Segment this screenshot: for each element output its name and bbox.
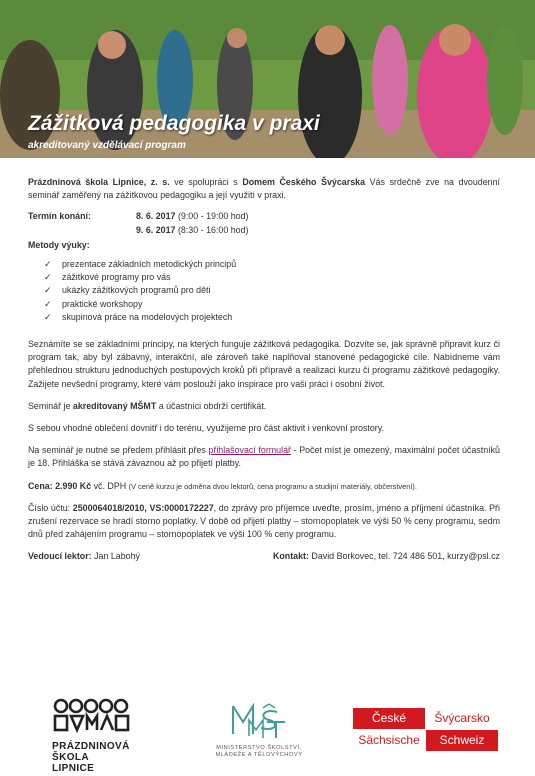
- contact-value: David Borkovec, tel. 724 486 501, kurzy@psl.cz: [308, 551, 500, 562]
- intro-text: Vás srdečně zve na dvoudenní seminář zaměřený na zážitkovou pedagogiku a její využití v praxi.: [28, 177, 500, 201]
- price-note: (V ceně kurzu je odměna dvou lektorů, cena programu a studijní materiály, občerstvení).: [128, 481, 417, 491]
- time-value: (9:00 - 19:00 hod): [175, 211, 249, 222]
- ceske-svycarsko-logo: [353, 708, 498, 752]
- logos-footer: [0, 688, 535, 776]
- checkmark-icon: ✓: [44, 259, 52, 270]
- methods-label: Metody výuky:: [28, 239, 90, 250]
- org-name: Prázdninová škola Lipnice, z. s.: [28, 177, 170, 187]
- list-item-text: ukázky zážitkových programů pro děti: [62, 285, 211, 296]
- term-row: [28, 224, 500, 237]
- contact-label: Kontakt:: [272, 551, 309, 562]
- msmt-line: MLÁDEŽE A TĚLOVÝCHOVY: [215, 752, 303, 758]
- term-date-2: [136, 224, 249, 237]
- accreditation-text: Seminář je: [28, 400, 73, 411]
- lecturer-name: Jan Labohý: [91, 551, 140, 562]
- payment-text: Číslo účtu:: [28, 502, 73, 513]
- cs-cell-svycarsko: Švýcarsko: [426, 708, 498, 729]
- term-date-1: [136, 210, 249, 223]
- price-vat: vč. DPH: [91, 480, 129, 491]
- list-item-text: skupinová práce na modelových projektech: [62, 311, 233, 322]
- checkmark-icon: ✓: [44, 311, 52, 322]
- contacts-row: [28, 550, 500, 563]
- methods-list: [28, 258, 500, 324]
- payment-account: 2500064018/2010, VS:0000172227: [72, 502, 214, 513]
- list-item: [44, 298, 500, 311]
- checkmark-icon: ✓: [44, 285, 52, 296]
- list-item: [44, 258, 500, 271]
- price-label: Cena: 2.990 Kč: [28, 480, 92, 491]
- checkmark-icon: ✓: [44, 272, 52, 283]
- intro-paragraph: [28, 176, 500, 202]
- lecturer: [28, 550, 140, 563]
- list-item: [44, 284, 500, 297]
- registration-form-link[interactable]: přihlašovací formulář: [208, 445, 291, 456]
- date-value: 9. 6. 2017: [136, 224, 176, 235]
- payment-paragraph: [28, 502, 500, 542]
- msmt-logo: [200, 700, 318, 759]
- list-item-text: zážitkové programy pro vás: [62, 272, 171, 283]
- accreditation-paragraph: [28, 400, 500, 413]
- accreditation-bold: akreditovaný MŠMT: [72, 400, 157, 411]
- accreditation-text: a účastníci obdrží certifikát.: [156, 400, 267, 411]
- description-paragraph: Seznámíte se se základními principy, na kterých funguje zážitková pedagogika. Dozvíte se, jak správně připravit kurz či program tak, aby byl zábavný, interakční, ale zároveň také naplňoval stanovené pedagogické cíle. Nabídneme vám přehlednou strukturu jednoduchých postupových kroků při přípravě a realizaci kurzu či programu zážitkové pedagogiky. Zažijete nevšední programy, které vám poslouží jako inspirace pro vaši práci i osobní život.: [28, 339, 500, 389]
- list-item: [44, 271, 500, 284]
- psl-logo-icon: [52, 698, 132, 734]
- list-item: [44, 311, 500, 324]
- registration-text: Na seminář je nutné se předem přihlásit přes: [28, 445, 209, 456]
- price-paragraph: [28, 480, 500, 493]
- psl-line: PRÁZDNINOVÁ: [52, 741, 130, 752]
- payment-text: , do zprávy pro příjemce uveďte, prosím, jméno a příjmení účastníka. Při zrušení rezervace se hradí storno poplatky. V době od přijetí platby – stornopoplatek ve výši 50 % ceny programu, sedm dnů před zahájením programu – stornopoplatek ve výši 100 % ceny programu.: [28, 502, 500, 540]
- date-value: 8. 6. 2017: [136, 211, 176, 222]
- page-subtitle: akreditovaný vzdělávací program: [28, 140, 186, 151]
- psl-logo: [52, 698, 132, 774]
- cs-cell-ceske: České: [353, 708, 425, 729]
- msmt-logo-icon: [229, 700, 289, 740]
- hero-photo: [0, 0, 535, 158]
- registration-text: - Počet míst je omezený, maximální počet účastníků je 18. Přihláška se stává závaznou až po přijetí platby.: [28, 445, 500, 469]
- time-value: (8:30 - 16:00 hod): [175, 224, 249, 235]
- msmt-line: MINISTERSTVO ŠKOLSTVÍ,: [216, 745, 302, 751]
- msmt-logo-text: [200, 745, 318, 759]
- lecturer-label: Vedoucí lektor:: [28, 551, 92, 562]
- list-item-text: praktické workshopy: [62, 298, 143, 309]
- term-label: Termín konání:: [28, 211, 91, 222]
- term-row: [28, 210, 500, 223]
- checkmark-icon: ✓: [44, 298, 52, 309]
- partner-name: Domem Českého Švýcarska: [242, 177, 366, 187]
- main-content: [28, 176, 500, 564]
- intro-text: ve spolupráci s: [169, 177, 243, 187]
- psl-line: ŠKOLA LIPNICE: [52, 752, 95, 774]
- clothing-paragraph: S sebou vhodné oblečení dovnitř i do terénu, využijeme pro část aktivit i venkovní prostory.: [28, 423, 385, 434]
- contact: [273, 550, 500, 563]
- registration-paragraph: [28, 444, 500, 470]
- list-item-text: prezentace základních metodických principů: [62, 259, 237, 270]
- cs-cell-sachsische: Sächsische: [353, 730, 425, 751]
- psl-logo-text: [52, 741, 132, 774]
- cs-cell-schweiz: Schweiz: [426, 730, 498, 751]
- page-title: Zážitková pedagogika v praxi: [28, 112, 320, 135]
